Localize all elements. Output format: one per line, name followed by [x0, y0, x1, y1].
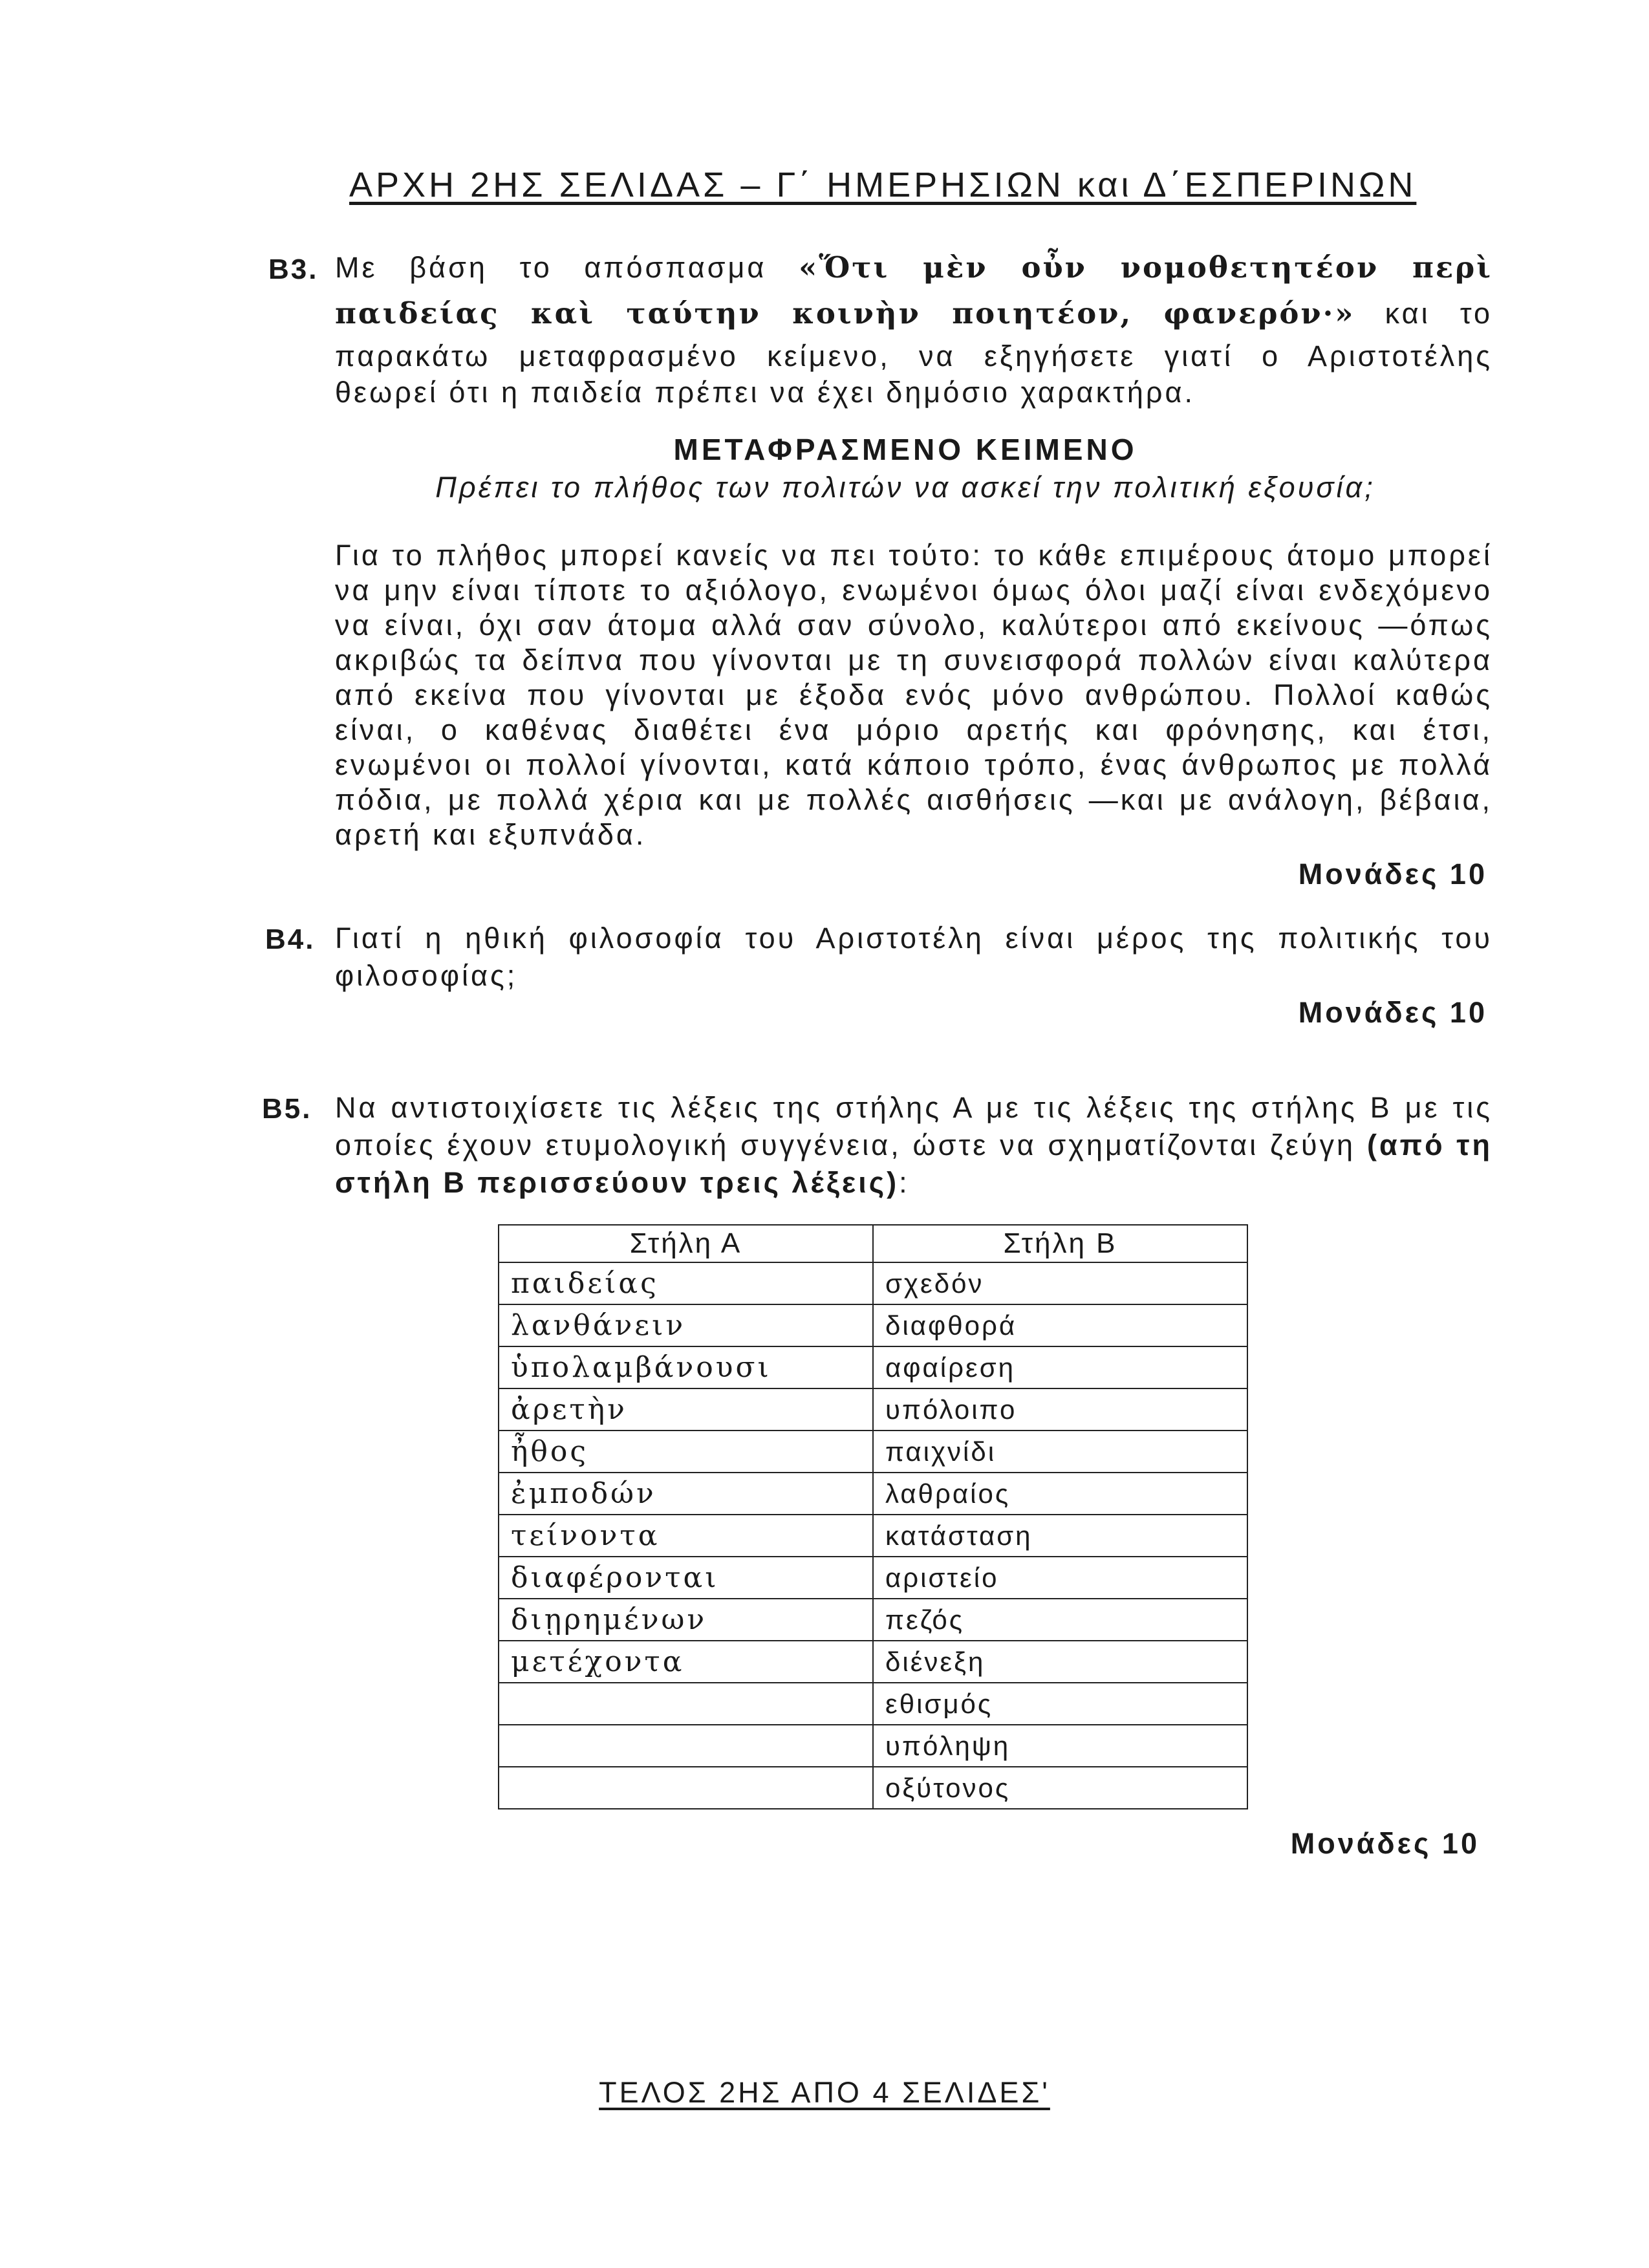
- question-b5-points: Μονάδες 10: [1290, 1827, 1480, 1860]
- table-row: [499, 1431, 1247, 1473]
- column-a-cell: λανθάνειν: [499, 1304, 873, 1346]
- column-a-cell: ὑπολαμβάνουσι: [499, 1346, 873, 1388]
- question-b4-points: Μονάδες 10: [1298, 996, 1487, 1029]
- column-b-cell: διένεξη: [873, 1641, 1247, 1683]
- column-a-cell: [499, 1767, 873, 1809]
- question-b3-label: Β3.: [268, 254, 319, 285]
- table-row: [499, 1725, 1247, 1767]
- column-b-cell: εθισμός: [873, 1683, 1247, 1725]
- question-b5-colon: :: [899, 1166, 910, 1199]
- question-b3-line2: [335, 295, 1493, 332]
- column-b-cell: οξύτονος: [873, 1767, 1247, 1809]
- table-row: [499, 1515, 1247, 1557]
- table-row: [499, 1262, 1247, 1304]
- column-b-cell: λαθραίος: [873, 1473, 1247, 1515]
- column-b-cell: διαφθορά: [873, 1304, 1247, 1346]
- column-a-cell: διαφέρονται: [499, 1557, 873, 1599]
- question-b3-line4: θεωρεί ότι η παιδεία πρέπει να έχει δημόσιο χαρακτήρα.: [335, 376, 1195, 409]
- column-a-header: Στήλη Α: [499, 1225, 873, 1262]
- column-b-cell: αφαίρεση: [873, 1346, 1247, 1388]
- column-b-header: Στήλη Β: [873, 1225, 1247, 1262]
- matching-table: [498, 1224, 1248, 1809]
- table-row: [499, 1557, 1247, 1599]
- translation-text: Για το πλήθος μπορεί κανείς να πει τούτο: το κάθε επιμέρους άτομο μπορεί να μην είναι τίποτε το αξιόλογο, ενωμένοι όμως όλοι μαζί είναι ενδεχόμενο να είναι, όχι σαν άτομα αλλά σαν σύνολο, καλύτεροι από εκείνους —όπως ακριβώς τα δείπνα που γίνονται με τη συνεισφορά πολλών είναι καλύτερα από εκείνα που γίνονται με έξοδα ενός μόνο ανθρώπου. Πολλοί καθώς είναι, ο καθένας διαθέτει ένα μόριο αρετής και φρόνησης, και έτσι, ενωμένοι οι πολλοί γίνονται, κατά κάποιο τρόπο, ένας άνθρωπος με πολλά πόδια, με πολλά χέρια και με πολλές αισθήσεις —και με ανάλογη, βέβαια, αρετή και εξυπνάδα.: [335, 539, 1493, 851]
- column-a-cell: ἀρετὴν: [499, 1388, 873, 1431]
- table-row: [499, 1388, 1247, 1431]
- column-b-cell: αριστείο: [873, 1557, 1247, 1599]
- question-b3-line1: [335, 249, 1493, 286]
- table-row: [499, 1683, 1247, 1725]
- question-b3-points: Μονάδες 10: [1298, 858, 1487, 891]
- column-b-cell: κατάσταση: [873, 1515, 1247, 1557]
- column-a-cell: [499, 1725, 873, 1767]
- column-a-cell: ἐμποδών: [499, 1473, 873, 1515]
- question-b3-line3: παρακάτω μεταφρασμένο κείμενο, να εξηγήσετε γιατί ο Αριστοτέλης: [335, 340, 1493, 373]
- question-b3-quote-part2: παιδείας καὶ ταύτην κοινὴν ποιητέον, φανερόν·»: [335, 296, 1355, 330]
- page-footer: ΤΕΛΟΣ 2ΗΣ ΑΠΟ 4 ΣΕΛΙΔΕΣ': [599, 2076, 1050, 2109]
- table-row: [499, 1473, 1247, 1515]
- question-b4-label: Β4.: [265, 923, 316, 955]
- column-a-cell: ἦθος: [499, 1431, 873, 1473]
- table-row: [499, 1599, 1247, 1641]
- column-a-cell: [499, 1683, 873, 1725]
- column-b-cell: σχεδόν: [873, 1262, 1247, 1304]
- column-b-cell: υπόληψη: [873, 1725, 1247, 1767]
- question-b3-line2-tail: και το: [1355, 297, 1493, 330]
- table-row: [499, 1767, 1247, 1809]
- column-a-cell: μετέχοντα: [499, 1641, 873, 1683]
- column-b-cell: υπόλοιπο: [873, 1388, 1247, 1431]
- translation-title: ΜΕΤΑΦΡΑΣΜΕΝΟ ΚΕΙΜΕΝΟ: [673, 433, 1137, 466]
- table-row: [499, 1641, 1247, 1683]
- page-header: ΑΡΧΗ 2ΗΣ ΣΕΛΙΔΑΣ – Γ΄ ΗΜΕΡΗΣΙΩΝ και Δ΄ΕΣΠΕΡΙΝΩΝ: [349, 166, 1417, 204]
- translation-subtitle: Πρέπει το πλήθος των πολιτών να ασκεί την πολιτική εξουσία;: [435, 471, 1375, 504]
- table-row: [499, 1346, 1247, 1388]
- column-b-cell: παιχνίδι: [873, 1431, 1247, 1473]
- column-a-cell: παιδείας: [499, 1262, 873, 1304]
- question-b5-text: [335, 1089, 1493, 1202]
- question-b5-label: Β5.: [262, 1093, 312, 1125]
- column-b-cell: πεζός: [873, 1599, 1247, 1641]
- column-a-cell: τείνοντα: [499, 1515, 873, 1557]
- question-b5-note: (από τη στήλη Β περισσεύουν τρεις λέξεις): [335, 1129, 1493, 1199]
- question-b3-intro: Με βάση το απόσπασμα: [335, 251, 799, 284]
- question-b5-instruction: Να αντιστοιχίσετε τις λέξεις της στήλης Α με τις λέξεις της στήλης Β με τις οποίες έχουν ετυμολογική συγγένεια, ώστε να σχηματίζονται ζεύγη: [335, 1091, 1493, 1161]
- table-header-row: [499, 1225, 1247, 1262]
- column-a-cell: διῃρημένων: [499, 1599, 873, 1641]
- question-b4-text: Γιατί η ηθική φιλοσοφία του Αριστοτέλη είναι μέρος της πολιτικής του φιλοσοφίας;: [335, 922, 1493, 992]
- table-row: [499, 1304, 1247, 1346]
- question-b3-quote-part1: «Ὅτι μὲν οὖν νομοθετητέον περὶ: [799, 250, 1493, 285]
